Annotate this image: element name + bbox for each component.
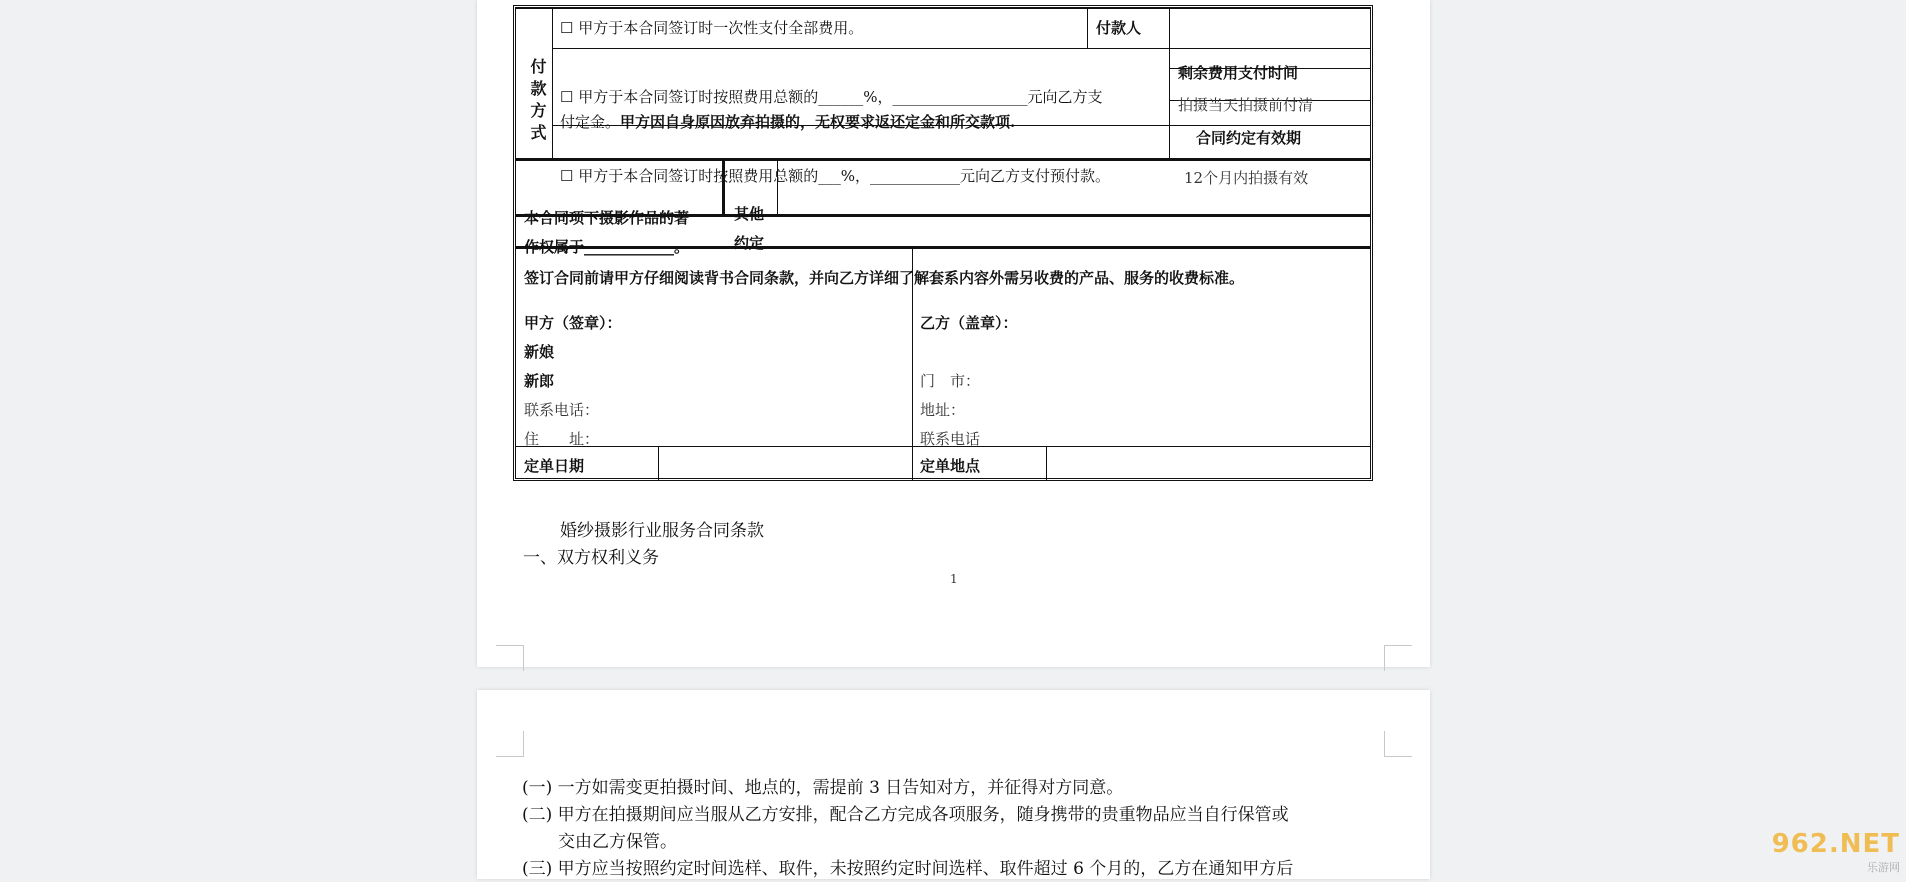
watermark-logo-text: 962.NET	[1771, 829, 1900, 859]
other-line1: 其他	[734, 205, 765, 223]
remaining-payment-value: 拍摄当天拍摄前付清	[1178, 96, 1314, 114]
copyright-line2: 作权属于____________。	[524, 238, 690, 256]
site-watermark-logo	[1772, 829, 1900, 875]
party-a-phone: 联系电话：	[524, 401, 600, 419]
party-b-block	[920, 309, 1018, 454]
contract-table	[513, 5, 1373, 481]
document-page-2	[477, 690, 1430, 879]
payment-section-label: 付款方式	[528, 58, 547, 146]
page-number: 1	[950, 572, 958, 586]
other-line2: 约定	[734, 234, 765, 252]
validity-value: 12个月内拍摄有效	[1184, 169, 1309, 187]
term-item-3: (三) 甲方应当按照约定时间选样、取件，未按照约定时间选样、取件超过 6 个月的，乙方在通知甲方后	[522, 859, 1294, 879]
other-agreement-label	[734, 200, 764, 258]
terms-title: 婚纱摄影行业服务合同条款	[560, 521, 764, 541]
payer-label: 付款人	[1096, 19, 1142, 37]
order-date-label: 定单日期	[524, 457, 585, 475]
option-prepayment[interactable]: ☐ 甲方于本合同签订时按照费用总额的___%，____________元向乙方支付预付款。	[560, 167, 1110, 185]
deposit-label: 付定金。	[560, 113, 621, 131]
crop-mark-bottom-left	[496, 645, 524, 671]
remaining-payment-label: 剩余费用支付时间	[1178, 64, 1299, 82]
copyright-clause	[524, 204, 689, 262]
validity-label: 合同约定有效期	[1196, 129, 1302, 147]
term-item-2-cont: 交由乙方保管。	[558, 832, 677, 852]
term-item-2: (二) 甲方在拍摄期间应当服从乙方安排，配合乙方完成各项服务，随身携带的贵重物品应当自行保管或	[522, 805, 1289, 825]
party-a-bride: 新娘	[524, 343, 555, 361]
party-b-phone: 联系电话	[920, 430, 981, 448]
party-a-address: 住 址：	[524, 430, 600, 448]
order-place-label: 定单地点	[920, 457, 981, 475]
option-deposit-line2	[560, 112, 1102, 132]
crop-mark-top-left	[496, 731, 524, 757]
watermark-sub-text: 乐游网	[1867, 861, 1900, 874]
party-a-groom: 新郎	[524, 372, 555, 390]
document-page-1	[477, 0, 1430, 667]
party-a-block	[524, 309, 622, 454]
option-deposit-line1: ☐ 甲方于本合同签订时按照费用总额的______%，__________________元向乙方支	[560, 88, 1103, 106]
option-full-payment[interactable]: ☐ 甲方于本合同签订时一次性支付全部费用。	[560, 19, 864, 37]
party-a-title: 甲方（签章）：	[524, 314, 622, 332]
option-deposit[interactable]	[560, 87, 1102, 132]
term-item-1: (一) 一方如需变更拍摄时间、地点的，需提前 3 日告知对方，并征得对方同意。	[522, 778, 1124, 798]
deposit-forfeit-note: 甲方因自身原因放弃拍摄的，无权要求返还定金和所交款项.	[620, 113, 1016, 131]
copyright-line1: 本合同项下摄影作品的著	[524, 209, 690, 227]
crop-mark-top-right	[1384, 731, 1412, 757]
notice-text: 签订合同前请甲方仔细阅读背书合同条款，并向乙方详细了解套系内容外需另收费的产品、服务的收费标准。	[524, 269, 1245, 287]
party-b-address: 地址：	[920, 401, 966, 419]
section-one-heading: 一、双方权利义务	[523, 548, 659, 568]
party-b-store: 门 市：	[920, 372, 981, 390]
party-b-title: 乙方（盖章）：	[920, 314, 1018, 332]
crop-mark-bottom-right	[1384, 645, 1412, 671]
